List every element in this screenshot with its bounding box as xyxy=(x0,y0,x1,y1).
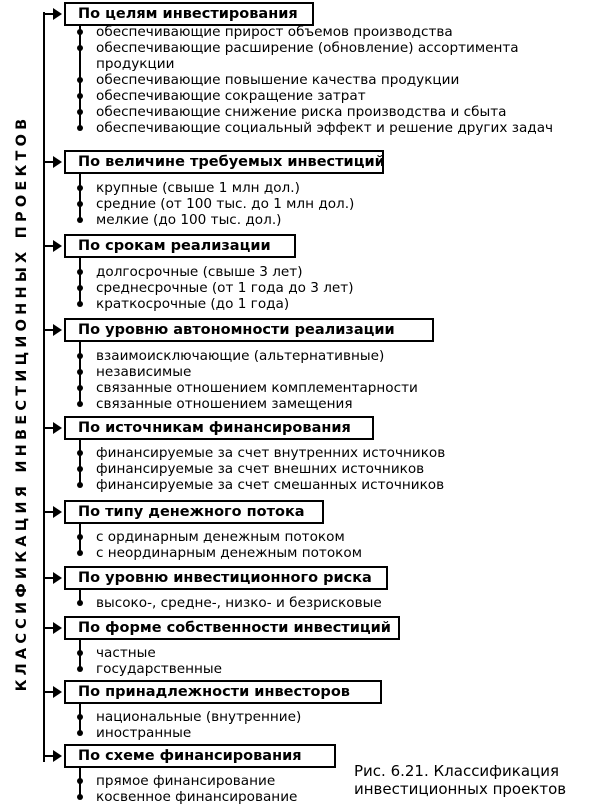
category-arrow xyxy=(44,13,60,15)
item-bullet xyxy=(77,45,83,51)
category-title: По целям инвестирования xyxy=(78,6,298,22)
item-bullet xyxy=(77,666,83,672)
category-title: По уровню автономности реализации xyxy=(78,322,395,338)
item-bullet xyxy=(77,550,83,556)
item-bullet xyxy=(77,285,83,291)
category-arrow xyxy=(44,245,60,247)
category-arrow xyxy=(44,427,60,429)
category-box xyxy=(64,2,314,26)
category-box xyxy=(64,318,434,342)
figure-caption xyxy=(354,762,566,798)
category-arrow xyxy=(44,691,60,693)
list-item: краткосрочные (до 1 года) xyxy=(96,296,290,312)
item-bullet xyxy=(77,401,83,407)
item-bullet xyxy=(77,77,83,83)
item-bullet xyxy=(77,217,83,223)
category-box xyxy=(64,616,400,640)
list-item: обеспечивающие повышение качества продукции xyxy=(96,72,460,88)
item-bullet xyxy=(77,385,83,391)
list-item: связанные отношением комплементарности xyxy=(96,380,418,396)
item-bullet xyxy=(77,185,83,191)
item-bullet xyxy=(77,482,83,488)
side-title-text: КЛАССИФИКАЦИЯ ИНВЕСТИЦИОННЫХ ПРОЕКТОВ xyxy=(14,114,30,692)
category-box xyxy=(64,500,324,524)
list-item: государственные xyxy=(96,661,222,677)
category-title: По схеме финансирования xyxy=(78,748,302,764)
category-box xyxy=(64,416,374,440)
item-bullet xyxy=(77,450,83,456)
list-item: независимые xyxy=(96,364,192,380)
caption-line-1: Рис. 6.21. Классификация xyxy=(354,762,559,780)
item-bullet xyxy=(77,600,83,606)
category-box xyxy=(64,150,384,174)
category-arrow xyxy=(44,329,60,331)
list-item: с ординарным денежным потоком xyxy=(96,529,345,545)
side-title xyxy=(4,0,40,806)
list-item: связанные отношением замещения xyxy=(96,396,353,412)
item-bullet xyxy=(77,466,83,472)
category-title: По источникам финансирования xyxy=(78,420,351,436)
list-item: обеспечивающие сокращение затрат xyxy=(96,88,366,104)
item-bullet xyxy=(77,714,83,720)
list-item: с неординарным денежным потоком xyxy=(96,545,362,561)
list-item: обеспечивающие социальный эффект и решение других задач xyxy=(96,120,554,136)
item-bullet xyxy=(77,269,83,275)
list-item: прямое финансирование xyxy=(96,773,276,789)
item-bullet xyxy=(77,794,83,800)
list-item: взаимоисключающие (альтернативные) xyxy=(96,348,385,364)
branch-line xyxy=(79,258,81,304)
category-box xyxy=(64,680,382,704)
category-arrow xyxy=(44,511,60,513)
item-bullet xyxy=(77,125,83,131)
item-bullet xyxy=(77,730,83,736)
item-bullet xyxy=(77,353,83,359)
category-title: По форме собственности инвестиций xyxy=(78,620,391,636)
category-box xyxy=(64,744,336,768)
item-bullet xyxy=(77,369,83,375)
item-bullet xyxy=(77,93,83,99)
category-arrow xyxy=(44,755,60,757)
category-box xyxy=(64,566,388,590)
category-arrow xyxy=(44,577,60,579)
list-item: средние (от 100 тыс. до 1 млн дол.) xyxy=(96,196,355,212)
item-bullet xyxy=(77,109,83,115)
list-item: финансируемые за счет внутренних источников xyxy=(96,445,446,461)
main-trunk-line xyxy=(43,12,45,762)
item-bullet xyxy=(77,201,83,207)
list-item: долгосрочные (свыше 3 лет) xyxy=(96,264,303,280)
list-item: иностранные xyxy=(96,725,192,741)
list-item: финансируемые за счет внешних источников xyxy=(96,461,425,477)
category-arrow xyxy=(44,627,60,629)
list-item: мелкие (до 100 тыс. дол.) xyxy=(96,212,282,228)
list-item: обеспечивающие расширение (обновление) ассортимента продукции xyxy=(96,40,519,72)
category-title: По срокам реализации xyxy=(78,238,271,254)
list-item: крупные (свыше 1 млн дол.) xyxy=(96,180,300,196)
item-bullet xyxy=(77,29,83,35)
item-bullet xyxy=(77,534,83,540)
item-bullet xyxy=(77,301,83,307)
caption-line-2: инвестиционных проектов xyxy=(354,780,567,798)
category-title: По принадлежности инвесторов xyxy=(78,684,350,700)
category-title: По величине требуемых инвестиций xyxy=(78,154,385,170)
item-bullet xyxy=(77,650,83,656)
category-title: По типу денежного потока xyxy=(78,504,305,520)
category-arrow xyxy=(44,161,60,163)
list-item: национальные (внутренние) xyxy=(96,709,302,725)
list-item: высоко-, средне-, низко- и безрисковые xyxy=(96,595,382,611)
list-item: частные xyxy=(96,645,156,661)
item-bullet xyxy=(77,778,83,784)
branch-line xyxy=(79,174,81,220)
list-item: обеспечивающие прирост объемов производства xyxy=(96,24,453,40)
list-item: обеспечивающие снижение риска производства и сбыта xyxy=(96,104,507,120)
category-box xyxy=(64,234,296,258)
branch-line xyxy=(79,440,81,485)
list-item: финансируемые за счет смешанных источников xyxy=(96,477,445,493)
list-item: косвенное финансирование xyxy=(96,789,298,805)
list-item: среднесрочные (от 1 года до 3 лет) xyxy=(96,280,354,296)
category-title: По уровню инвестиционного риска xyxy=(78,570,372,586)
